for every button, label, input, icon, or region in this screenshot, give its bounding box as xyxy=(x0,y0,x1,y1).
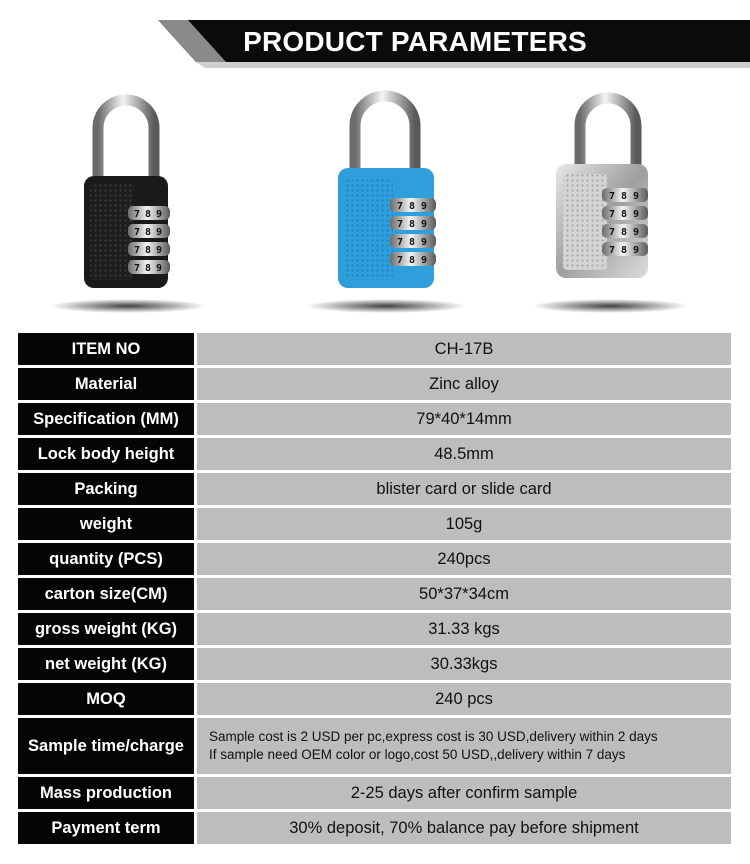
param-row-quantity xyxy=(18,543,731,575)
dial-digit: 9 xyxy=(421,237,428,248)
dial-digit: 8 xyxy=(145,263,152,274)
param-row-weight xyxy=(18,508,731,540)
param-label: Mass production xyxy=(18,777,194,809)
param-value: 30.33kgs xyxy=(197,648,731,680)
sample-cost-line: Sample cost is 2 USD per pc,express cost is 30 USD,delivery within 2 days xyxy=(209,729,658,744)
header-banner xyxy=(0,0,750,80)
param-value: 31.33 kgs xyxy=(197,613,731,645)
dial-digit: 7 xyxy=(134,263,141,274)
param-value: 105g xyxy=(197,508,731,540)
param-label: gross weight (KG) xyxy=(18,613,194,645)
dial-digit: 7 xyxy=(609,227,616,238)
param-label: Material xyxy=(18,368,194,400)
dial-digit: 9 xyxy=(156,209,163,220)
dial-digit: 8 xyxy=(409,201,416,212)
param-label: Specification (MM) xyxy=(18,403,194,435)
dial-digit: 8 xyxy=(621,245,628,256)
param-value: 79*40*14mm xyxy=(197,403,731,435)
param-row-mass-production xyxy=(18,777,731,809)
sample-oem-line: If sample need OEM color or logo,cost 50 USD,,delivery within 7 days xyxy=(209,747,626,762)
dial-digit: 9 xyxy=(633,191,640,202)
dial-digit: 9 xyxy=(156,263,163,274)
dial-digit: 7 xyxy=(397,219,404,230)
blue-padlock-image xyxy=(290,88,490,324)
dial-digit: 8 xyxy=(409,219,416,230)
param-row-sample-time-charge xyxy=(18,718,731,774)
dial-digit: 7 xyxy=(397,255,404,266)
param-label: ITEM NO xyxy=(18,333,194,365)
dial-digit: 7 xyxy=(397,237,404,248)
dial-digit: 7 xyxy=(609,245,616,256)
param-value: 48.5mm xyxy=(197,438,731,470)
param-label: Payment term xyxy=(18,812,194,844)
dial-digit: 7 xyxy=(134,227,141,238)
param-value: 50*37*34cm xyxy=(197,578,731,610)
param-label: Lock body height xyxy=(18,438,194,470)
param-label: net weight (KG) xyxy=(18,648,194,680)
dial-digit: 7 xyxy=(134,245,141,256)
param-row-net-weight xyxy=(18,648,731,680)
dial-digit: 9 xyxy=(156,245,163,256)
param-label: MOQ xyxy=(18,683,194,715)
page-title: PRODUCT PARAMETERS xyxy=(243,26,587,57)
param-label: quantity (PCS) xyxy=(18,543,194,575)
param-row-packing xyxy=(18,473,731,505)
param-row-lock-body-height xyxy=(18,438,731,470)
param-value xyxy=(197,718,731,774)
dial-digit: 8 xyxy=(145,245,152,256)
param-value: 30% deposit, 70% balance pay before shipment xyxy=(197,812,731,844)
dial-digit: 8 xyxy=(145,209,152,220)
param-value: CH-17B xyxy=(197,333,731,365)
dial-digit: 7 xyxy=(134,209,141,220)
param-row-payment-term xyxy=(18,812,731,844)
silver-padlock-image xyxy=(520,88,720,324)
param-row-item-no xyxy=(18,333,731,365)
param-label: carton size(CM) xyxy=(18,578,194,610)
param-row-carton-size xyxy=(18,578,731,610)
dial-digit: 9 xyxy=(633,209,640,220)
param-row-moq xyxy=(18,683,731,715)
dial-digit: 8 xyxy=(621,209,628,220)
param-value: 240pcs xyxy=(197,543,731,575)
dial-digit: 7 xyxy=(609,191,616,202)
param-row-gross-weight xyxy=(18,613,731,645)
param-value: Zinc alloy xyxy=(197,368,731,400)
dial-digit: 8 xyxy=(409,255,416,266)
product-parameters-table xyxy=(18,333,731,844)
dial-digit: 9 xyxy=(421,219,428,230)
param-value: 2-25 days after confirm sample xyxy=(197,777,731,809)
dial-digit: 8 xyxy=(621,227,628,238)
param-value: 240 pcs xyxy=(197,683,731,715)
param-row-material xyxy=(18,368,731,400)
param-row-specification xyxy=(18,403,731,435)
param-value: blister card or slide card xyxy=(197,473,731,505)
dial-digit: 7 xyxy=(609,209,616,220)
dial-digit: 9 xyxy=(633,227,640,238)
dial-digit: 8 xyxy=(145,227,152,238)
dial-digit: 7 xyxy=(397,201,404,212)
dial-digit: 9 xyxy=(421,201,428,212)
param-label: Sample time/charge xyxy=(18,718,194,774)
dial-digit: 9 xyxy=(421,255,428,266)
param-label: weight xyxy=(18,508,194,540)
dial-digit: 9 xyxy=(633,245,640,256)
dial-digit: 9 xyxy=(156,227,163,238)
param-label: Packing xyxy=(18,473,194,505)
dial-digit: 8 xyxy=(409,237,416,248)
dial-digit: 8 xyxy=(621,191,628,202)
black-padlock-image xyxy=(28,88,228,324)
